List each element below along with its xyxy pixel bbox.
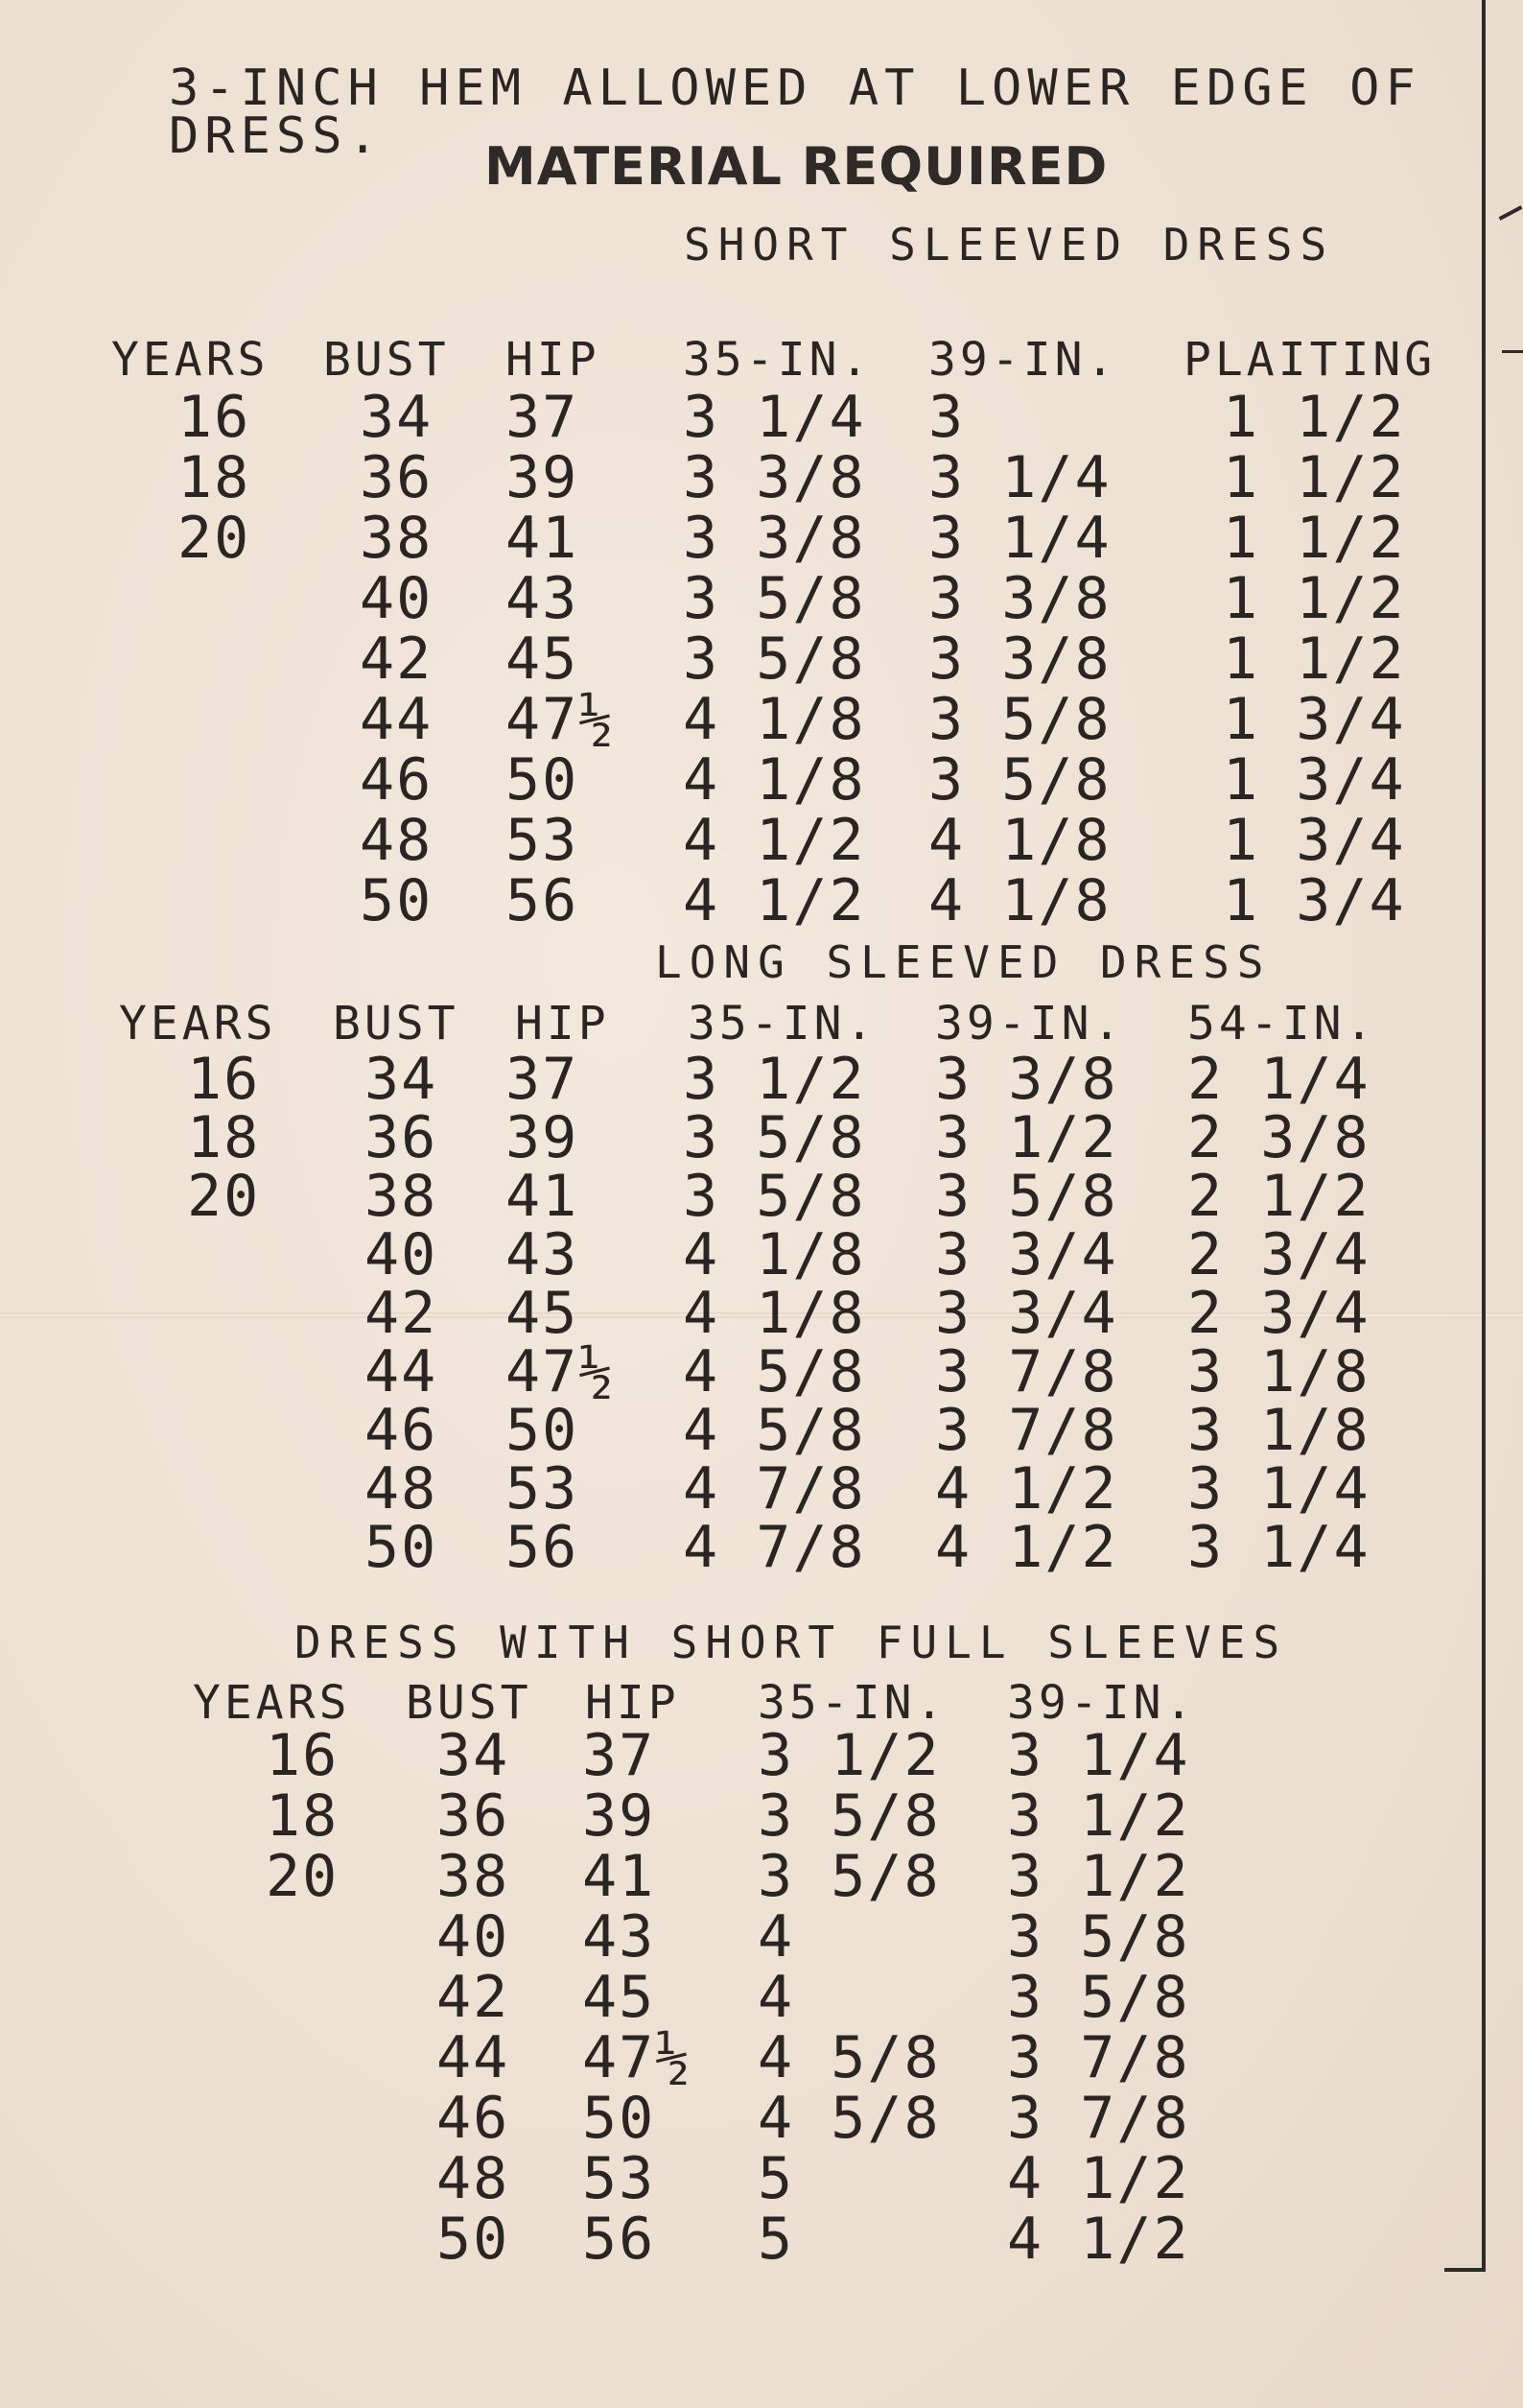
cell-col5: 3 1/2 <box>1007 1843 1190 1910</box>
cell-bust: 40 <box>360 565 433 632</box>
cell-bust: 48 <box>364 1455 438 1523</box>
cell-hip: 50 <box>582 2085 656 2152</box>
cell-col6: 1 1/2 <box>1223 626 1406 693</box>
cell-col6: 2 1/4 <box>1187 1046 1371 1113</box>
cell-col4: 3 3/8 <box>683 505 866 572</box>
cell-col5: 3 5/8 <box>1007 1903 1190 1971</box>
cell-years: 16 <box>266 1722 340 1789</box>
header-plaiting: PLAITING <box>1183 333 1437 387</box>
cell-col5: 3 5/8 <box>928 686 1112 753</box>
cell-bust: 46 <box>360 746 433 814</box>
header-35in: 35-IN. <box>683 333 873 387</box>
cell-col5: 4 1/2 <box>1007 2206 1190 2273</box>
cell-col5: 3 1/2 <box>1007 1782 1190 1850</box>
cell-col5: 3 5/8 <box>935 1163 1118 1230</box>
cell-col5: 3 3/8 <box>928 565 1112 632</box>
cell-col4: 3 5/8 <box>683 1104 866 1171</box>
cell-bust: 48 <box>360 807 433 874</box>
cell-years: 18 <box>187 1104 261 1171</box>
cell-col6: 1 3/4 <box>1223 746 1406 814</box>
cell-col4: 4 <box>758 1903 795 1971</box>
cell-hip: 50 <box>505 1397 579 1464</box>
cell-years: 20 <box>177 505 251 572</box>
cell-col6: 3 1/8 <box>1187 1397 1371 1464</box>
cell-hip: 39 <box>505 1104 579 1171</box>
header-39in: 39-IN. <box>935 997 1125 1051</box>
cell-years: 16 <box>177 384 251 451</box>
header-bust: BUST <box>406 1676 532 1730</box>
cell-col5: 4 1/8 <box>928 867 1112 934</box>
cell-years: 18 <box>266 1782 340 1850</box>
cell-bust: 34 <box>436 1722 510 1789</box>
cell-col6: 2 1/2 <box>1187 1163 1371 1230</box>
cell-years: 20 <box>187 1163 261 1230</box>
cell-col4: 3 5/8 <box>683 1163 866 1230</box>
cell-col5: 3 7/8 <box>1007 2024 1190 2091</box>
cell-bust: 36 <box>364 1104 438 1171</box>
hem-note-line1: 3-INCH HEM ALLOWED AT LOWER EDGE OF <box>169 59 1421 117</box>
cell-col4: 5 <box>758 2145 795 2212</box>
cell-hip: 37 <box>505 384 579 451</box>
cell-hip: 47½ <box>582 2024 692 2091</box>
cell-col5: 3 5/8 <box>928 746 1112 814</box>
cell-col4: 4 <box>758 1964 795 2031</box>
cell-col4: 4 5/8 <box>683 1338 866 1405</box>
cell-col4: 3 5/8 <box>683 626 866 693</box>
cell-bust: 34 <box>360 384 433 451</box>
cell-col5: 3 1/4 <box>928 444 1112 511</box>
section-title-short-full-sleeves: DRESS WITH SHORT FULL SLEEVES <box>294 1617 1288 1668</box>
cell-col4: 4 1/8 <box>683 1280 866 1347</box>
cell-col4: 4 1/8 <box>683 1221 866 1288</box>
cell-hip: 41 <box>505 505 579 572</box>
cell-col5: 3 3/4 <box>935 1221 1118 1288</box>
cell-col4: 4 5/8 <box>758 2024 941 2091</box>
cell-col4: 4 7/8 <box>683 1514 866 1581</box>
cell-col5: 4 1/8 <box>928 807 1112 874</box>
cell-col6: 2 3/8 <box>1187 1104 1371 1171</box>
cell-col4: 4 5/8 <box>683 1397 866 1464</box>
cell-col4: 3 1/2 <box>683 1046 866 1113</box>
cell-bust: 44 <box>360 686 433 753</box>
header-hip: HIP <box>515 997 610 1051</box>
cell-col4: 4 1/2 <box>683 807 866 874</box>
header-years: YEARS <box>193 1676 351 1730</box>
cell-hip: 37 <box>505 1046 579 1113</box>
cell-bust: 40 <box>436 1903 510 1971</box>
cell-col6: 3 1/4 <box>1187 1455 1371 1523</box>
cell-bust: 48 <box>436 2145 510 2212</box>
cell-hip: 45 <box>505 1280 579 1347</box>
cell-hip: 53 <box>505 807 579 874</box>
page-title: MATERIAL REQUIRED <box>484 136 1109 197</box>
cell-col6: 1 1/2 <box>1223 384 1406 451</box>
cell-col5: 3 7/8 <box>935 1397 1118 1464</box>
cell-col6: 2 3/4 <box>1187 1221 1371 1288</box>
cell-years: 16 <box>187 1046 261 1113</box>
cell-hip: 39 <box>582 1782 656 1850</box>
cell-hip: 43 <box>582 1903 656 1971</box>
cell-hip: 43 <box>505 565 579 632</box>
hem-note-line2: DRESS. <box>169 107 384 165</box>
cell-col5: 3 3/4 <box>935 1280 1118 1347</box>
cell-bust: 46 <box>364 1397 438 1464</box>
cell-bust: 44 <box>364 1338 438 1405</box>
cell-col5: 4 1/2 <box>935 1455 1118 1523</box>
cell-hip: 37 <box>582 1722 656 1789</box>
header-39in: 39-IN. <box>928 333 1118 387</box>
header-54in: 54-IN. <box>1187 997 1377 1051</box>
cell-hip: 56 <box>505 1514 579 1581</box>
cell-bust: 38 <box>436 1843 510 1910</box>
cell-hip: 45 <box>505 626 579 693</box>
cell-col5: 3 5/8 <box>1007 1964 1190 2031</box>
cell-hip: 56 <box>582 2206 656 2273</box>
pattern-border-line <box>1482 0 1486 2270</box>
cell-col6: 3 1/8 <box>1187 1338 1371 1405</box>
cell-bust: 38 <box>360 505 433 572</box>
cell-hip: 45 <box>582 1964 656 2031</box>
cell-col6: 1 1/2 <box>1223 505 1406 572</box>
header-years: YEARS <box>119 997 277 1051</box>
cell-bust: 38 <box>364 1163 438 1230</box>
cell-col4: 4 1/8 <box>683 746 866 814</box>
cell-bust: 36 <box>436 1782 510 1850</box>
cell-col5: 3 7/8 <box>1007 2085 1190 2152</box>
cell-col4: 3 1/4 <box>683 384 866 451</box>
cell-bust: 50 <box>364 1514 438 1581</box>
cell-col5: 3 <box>928 384 966 451</box>
cell-bust: 46 <box>436 2085 510 2152</box>
cell-bust: 40 <box>364 1221 438 1288</box>
cell-hip: 47½ <box>505 1338 616 1405</box>
cell-hip: 50 <box>505 746 579 814</box>
cell-col4: 3 5/8 <box>683 565 866 632</box>
cell-col5: 3 7/8 <box>935 1338 1118 1405</box>
cell-hip: 41 <box>505 1163 579 1230</box>
cell-col6: 3 1/4 <box>1187 1514 1371 1581</box>
cell-bust: 34 <box>364 1046 438 1113</box>
cell-col6: 2 3/4 <box>1187 1280 1371 1347</box>
cell-col4: 3 3/8 <box>683 444 866 511</box>
section-title-short-sleeved: SHORT SLEEVED DRESS <box>684 219 1335 271</box>
cell-bust: 50 <box>360 867 433 934</box>
cell-col5: 3 1/4 <box>928 505 1112 572</box>
pattern-border-corner <box>1444 2268 1486 2272</box>
cell-col6: 1 3/4 <box>1223 867 1406 934</box>
cell-hip: 53 <box>505 1455 579 1523</box>
cell-bust: 42 <box>360 626 433 693</box>
cell-bust: 44 <box>436 2024 510 2091</box>
cell-hip: 47½ <box>505 686 616 753</box>
section-title-long-sleeved: LONG SLEEVED DRESS <box>655 936 1272 988</box>
cell-col5: 4 1/2 <box>1007 2145 1190 2212</box>
cell-col5: 3 3/8 <box>935 1046 1118 1113</box>
cell-hip: 56 <box>505 867 579 934</box>
cell-col4: 4 7/8 <box>683 1455 866 1523</box>
cell-hip: 39 <box>505 444 579 511</box>
cell-col6: 1 3/4 <box>1223 686 1406 753</box>
cell-bust: 42 <box>364 1280 438 1347</box>
cell-col5: 3 1/4 <box>1007 1722 1190 1789</box>
cell-hip: 53 <box>582 2145 656 2212</box>
cell-hip: 41 <box>582 1843 656 1910</box>
header-hip: HIP <box>505 333 600 387</box>
cell-years: 20 <box>266 1843 340 1910</box>
cell-col4: 3 5/8 <box>758 1843 941 1910</box>
cell-bust: 50 <box>436 2206 510 2273</box>
cell-col4: 4 1/2 <box>683 867 866 934</box>
header-bust: BUST <box>323 333 450 387</box>
cell-bust: 42 <box>436 1964 510 2031</box>
header-bust: BUST <box>333 997 459 1051</box>
header-years: YEARS <box>111 333 269 387</box>
header-hip: HIP <box>585 1676 680 1730</box>
cell-col6: 1 3/4 <box>1223 807 1406 874</box>
cell-col5: 4 1/2 <box>935 1514 1118 1581</box>
cell-col6: 1 1/2 <box>1223 565 1406 632</box>
cell-col5: 3 3/8 <box>928 626 1112 693</box>
cell-col4: 3 1/2 <box>758 1722 941 1789</box>
cell-years: 18 <box>177 444 251 511</box>
header-35in: 35-IN. <box>688 997 878 1051</box>
cell-col6: 1 1/2 <box>1223 444 1406 511</box>
header-35in: 35-IN. <box>758 1676 948 1730</box>
cell-col4: 4 5/8 <box>758 2085 941 2152</box>
cell-hip: 43 <box>505 1221 579 1288</box>
cell-bust: 36 <box>360 444 433 511</box>
cell-col4: 5 <box>758 2206 795 2273</box>
cell-col4: 4 1/8 <box>683 686 866 753</box>
header-39in: 39-IN. <box>1007 1676 1197 1730</box>
cell-col5: 3 1/2 <box>935 1104 1118 1171</box>
pattern-diagram-mark <box>1502 350 1523 353</box>
cell-col4: 3 5/8 <box>758 1782 941 1850</box>
